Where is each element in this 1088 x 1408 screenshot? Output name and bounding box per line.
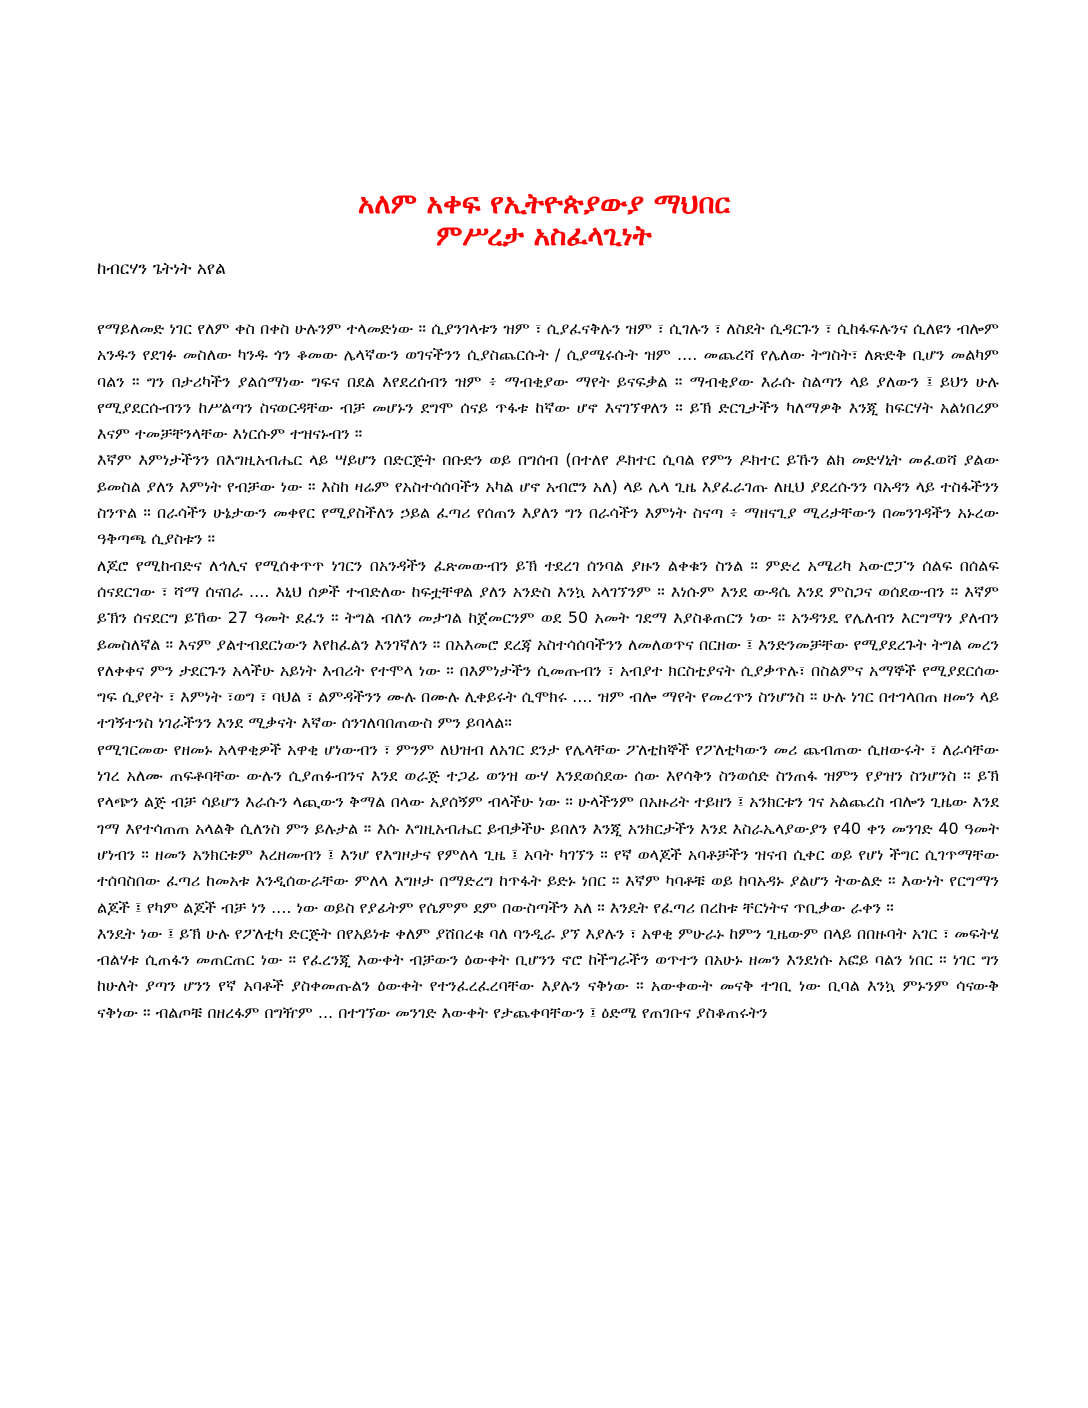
document-body — [97, 316, 999, 1026]
body-paragraph-1: የማይለመድ ነገር የለም ቀስ በቀስ ሁሉንም ተላመድነው ። ሲያንገላቱን ዝም ፣ ሲያፈናቅሉን ዝም ፣ ሲገሉን ፣ ለስደት ሲዳርጉን ፣ ሲከፋፍሉንና ሲለዩን ብሎም አንዱን የደገፉ መስለው ካንዱ ጎን ቆመው ሌላኛውን ወገናችንን ሲያስጨርሱት / ሲያሜሩሱት ዝም .... መጨረሻ የሌለው ትግስት፣ ለጽድቅ ቢሆን መልካም ባልን ። ግን በታሪካችን ያልሰማነው ግፍና በደል እየደረሰብን ዝም ፥ ማብቂያው ማየት ይናፍቃል ። ማብቂያው እራሱ ስልጣን ላይ ያለውን ፤ ይህን ሁሉ የሚያደርሱብንን ከሥልጣን ስናወርዳቸው ብቻ መሆኑን ደግሞ ሰናይ ጥፋቱ ከኛው ሆኖ እናገኘዋለን ። ይኽ ድርጊታችን ካለማዎቅ እንጂ ከፍርሃት አልነበረም እናም ተመቻቸንላቸው እነርሱም ተዝናኑብን ። — [97, 319, 999, 444]
title-block — [0, 188, 1088, 252]
body-paragraph-5: እንዴት ነው ፤ ይኽ ሁሉ የፖለቲካ ድርጅት በየአይነቱ ቀለም ያሸበረቁ ባለ ባንዲራ ያኘ እያሉን ፣ አዋቂ ምሁራኑ ከምን ጊዜውም በላይ በበዙባት አገር ፣ መፍትሄ ብልሃቱ ሲጠፋን መጠርጠር ነው ። የፈረንጂ እውቀት ብቻውን ዕውቀት ቢሆንን ኖሮ ከችግራችን ወጥተን በአሁኑ ዘመን እንደነሱ አፎይ ባልን ነበር ። ነገር ግን ከሁለት ያጣን ሆንን የኛ አባቶች ያስቀመጡልን ዕውቀት የተንፈረፈረባቸው እያሉን ናቅነው ። አውቀውት መናቅ ተገቢ ነው ቢባል እንኳ ምኑንም ሳናውቅ ናቅነው ። ብልጦቹ በዘረፋም በግዥም ... በተገኘው መንገድ እውቀት የታጨቀባቸውን ፤ ዕድሜ የጠገቡና ያስቆጠሩትን — [97, 923, 999, 1022]
document-title: አለም አቀፍ የኢትዮጵያውያ ማህበር — [357, 187, 731, 220]
author-line: ከብርሃን ጌትነት አየል — [97, 259, 226, 279]
body-paragraph-4: የሚገርመው የዘመኑ አላዋቂዎች አዋቂ ሆነውብን ፣ ምንም ለህዝብ ለአገር ደንታ የሌላቸው ፖለቲከኞች የፖለቲካውን መሪ ጨብጠው ሲዘውሩት ፣ ለራሳቸው ነገረ አለሙ ጠፍቶባቸው ውሉን ሲያጠፉብንና እንደ ወራጅ ተጋፊ ወንዝ ውሃ እንደወሰደው ሰው እየሳቅን ስንወሰድ ስንጠፋ ዝምን የያዝን ስንሆንስ ። ይኽ የላጭን ልጅ ብቻ ሳይሆን እራሱን ላጪውን ቅማል በላው አያሰኝም ብላችሁ ነው ። ሁላችንም በአዙሪት ተይዘን ፤ አንክርቱን ገና አልጨረስ ብሎን ጊዜው እንደ ገማ እየተሳጠጠ አላልቅ ሲለንስ ምን ይሉታል ። እሱ እግዚአብሔር ይብቃችሁ ይበለን እንጂ አንክርታችን እንደ እስራኤላያውያን የ40 ቀን መንገድ 40 ዓመት ሆነብን ። ዘመን አንክርቱም እረዘመብን ፤ እንሆ የእግዞታና የምለላ ጊዜ ፤ አባት ካገኘን ። የኛ ወላጆች አባቶቻችን ዝናብ ሲቀር ወይ የሆነ ችግር ሲገጥማቸው ተሰባስበው ፈጣሪ ከመአቱ እንዲሰውራቸው ምለላ እግዞታ በማድረግ ከጥፋት ይድኑ ነበር ። እኛም ካባቶቹ ወይ ከባአዳኑ ያልሆን ትውልድ ። እውነት የርግማን ልጆች ፤ የካም ልጆች ብቻ ነን .... ነው ወይስ የያፊትም የሴምም ደም በውስጣችን አለ ። እንዴት የፈጣሪ በረከቱ ቸርነትና ጥቢቃው ራቀን ። — [97, 739, 999, 917]
body-paragraph-2: እኛም እምነታችንን በእግዚአብሔር ላይ ሣይሆን በድርጅት በቡድን ወይ በግሰብ (በተለየ ዶክተር ሲባል የምን ዶክተር ይኹን ልክ መድሃኒት መፈወሻ ያልው ይመስል ያለን እምነት የብቻው ነው ። እስከ ዛሬም የአስተሳሰባችን አካል ሆኖ አብሮን አለ) ላይ ሌላ ጊዜ እያፈራገጡ ለዚህ ያደረሱንን ባአዳን ላይ ተስፋችንን ስንጥል ። በራሳችን ሁኔታውን መቀየር የሚያስችለን ኃይል ፈጣሪ የሰጠን እያለን ግን በራሳችን እምነት ስናጣ ፥ ማዘናጊያ ሚሪታቸውን በመንገዳችን አኑረው ዓቅጣጫ ሲያስቱን ። — [97, 450, 999, 549]
body-paragraph-3: ለጆሮ የሚከብድና ለኅሊና የሚሰቀጥጥ ነገርን በአንዳችን ፈጽመውብን ይኽ ተደረገ ሰንባል ያዙን ልቀቁን ስንል ። ምድረ አሜሪካ አውሮፓን ሰልፍ በሰልፍ ሰናደርገው ፣ ሻማ ሰናበራ .... እኒህ ሰዎች ተብድለው ከፍቷቸዋል ያለን አንድስ እንኳ አላገኘንም ። እነሱም እንደ ውዳሴ እንደ ምስጋና ወሰደውብን ። እኛም ይኽን ሰናደርግ ይኸው 27 ዓመት ደፈን ። ትግል ብለን መታገል ከጀመርንም ወደ 50 አመት ገደማ እያስቆጠርን ነው ። አንዳንዴ የሌለብን እርግማን ያለብን ይመስለኛል ። እናም ያልተብደርነውን እየከፈልን እንገኛለን ። በአእመሮ ደረጃ አስተሳሰባችንን ለመለወጥና በርዘው ፤ እንድንመቻቸው የሚያደረጉት ትግል መረን የለቀቀና ምን ታደርጉን አላችሁ አይነት እብሪት የተሞላ ነው ። በእምነታችን ሲመጡብን ፣ አብያተ ክርስቲያናት ሲያቃጥሉ፣ በስልምና አማኞች የሚያደርሰው ግፍ ሲያየት ፣ እምነት ፣ወግ ፣ ባህል ፣ ልምዳችንን ሙሉ በሙሉ ሊቀይሩት ሲሞክሩ .... ዝም ብሎ ማየት የመረጥን ስንሆንስ ። ሁሉ ነገር በተገላበጠ ዘመን ላይ ተገኝተንስ ነገራችንን እንደ ሚቃናት እኛው ሰንገለባበጠውስ ምን ይባላል። — [97, 555, 999, 733]
document-subtitle: ምሥረታ አስፈላጊነት — [436, 219, 652, 252]
